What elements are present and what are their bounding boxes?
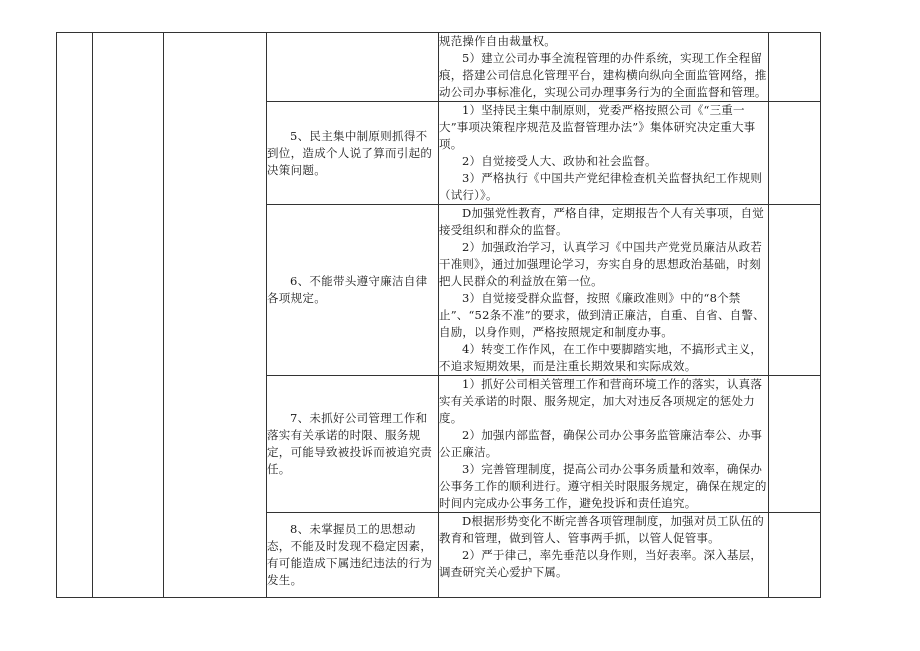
measures-cell — [439, 205, 769, 376]
measure-item: 3）完善管理制度，提高公司办公事务质量和效率，确保办公事务工作的顺利进行。遵守相关时限服务规定，确保在规定的时间内完成办公事务工作，避免投诉和责任追究。 — [439, 462, 767, 510]
risk-point-cell: 6、不能带头遵守廉洁自律各项规定。 — [267, 205, 439, 376]
measure-item: 2）自觉接受人大、政协和社会监督。 — [462, 154, 657, 168]
measure-item: 3）严格执行《中国共产党纪律检查机关监督执纪工作规则（试行）》。 — [439, 171, 763, 202]
risk-control-table — [56, 32, 821, 598]
measure-item: D加强党性教育，严格自律，定期报告个人有关事项，自觉接受组织和群众的监督。 — [439, 206, 764, 237]
table-row — [57, 33, 821, 102]
measure-item: 2）加强内部监督，确保公司办公事务监管廉洁奉公、办事公正廉洁。 — [439, 428, 763, 459]
measures-cell — [439, 102, 769, 205]
measure-item: 2）严于律己，率先垂范以身作则，当好表率。深入基层，调查研究关心爱护下属。 — [439, 548, 763, 579]
measure-item: D根据形势变化不断完善各项管理制度，加强对员工队伍的教育和管理，做到管人、管事两手抓，以管人促管事。 — [439, 514, 764, 545]
position-cell — [93, 33, 164, 598]
measure-item: 4）转变工作作风，在工作中要脚踏实地，不搞形式主义，不追求短期效果，而是注重长期效果和实际成效。 — [439, 342, 763, 373]
risk-point-cell: 8、未掌握员工的思想动态，不能及时发现不稳定因素，有可能造成下属违纪违法的行为发生。 — [267, 513, 439, 598]
measures-cell — [439, 513, 769, 598]
measure-item: 规范操作自由裁量权。 — [439, 34, 556, 48]
risk-point-cell: 5、民主集中制原则抓得不到位，造成个人说了算而引起的决策问题。 — [267, 102, 439, 205]
remark-cell — [769, 513, 821, 598]
measures-cell — [439, 33, 769, 102]
remark-cell — [769, 376, 821, 513]
remark-cell — [769, 102, 821, 205]
measure-item: 5）建立公司办事全流程管理的办件系统，实现工作全程留痕，搭建公司信息化管理平台，建构横向纵向全面监管网络，推动公司办事标准化，实现公司办理事务行为的全面监督和管理。 — [439, 51, 767, 99]
risk-point-cell: 7、未抓好公司管理工作和落实有关承诺的时限、服务规定，可能导致被投诉而被追究责任。 — [267, 376, 439, 513]
risk-point-cell — [267, 33, 439, 102]
remark-cell — [769, 33, 821, 102]
measure-item: 1）抓好公司相关管理工作和营商环境工作的落实，认真落实有关承诺的时限、服务规定，加大对违反各项规定的惩处力度。 — [439, 377, 763, 425]
remark-cell — [769, 205, 821, 376]
measure-item: 2）加强政治学习，认真学习《中国共产党党员廉洁从政若干准则》，通过加强理论学习，夯实自身的思想政治基础，时刻把人民群众的利益放在第一位。 — [439, 240, 763, 288]
duty-cell — [164, 33, 267, 598]
measures-cell — [439, 376, 769, 513]
measure-item: 3）自觉接受群众监督，按照《廉政准则》中的“8个禁止”、“52条不准”的要求，做到清正廉洁，自重、自省、自警、自励，以身作则，严格按照规定和制度办事。 — [439, 291, 765, 339]
sequence-cell — [57, 33, 93, 598]
measure-item: 1）坚持民主集中制原则，党委严格按照公司《“三重一大”事项决策程序规范及监督管理办法”》集体研究决定重大事项。 — [439, 103, 756, 151]
